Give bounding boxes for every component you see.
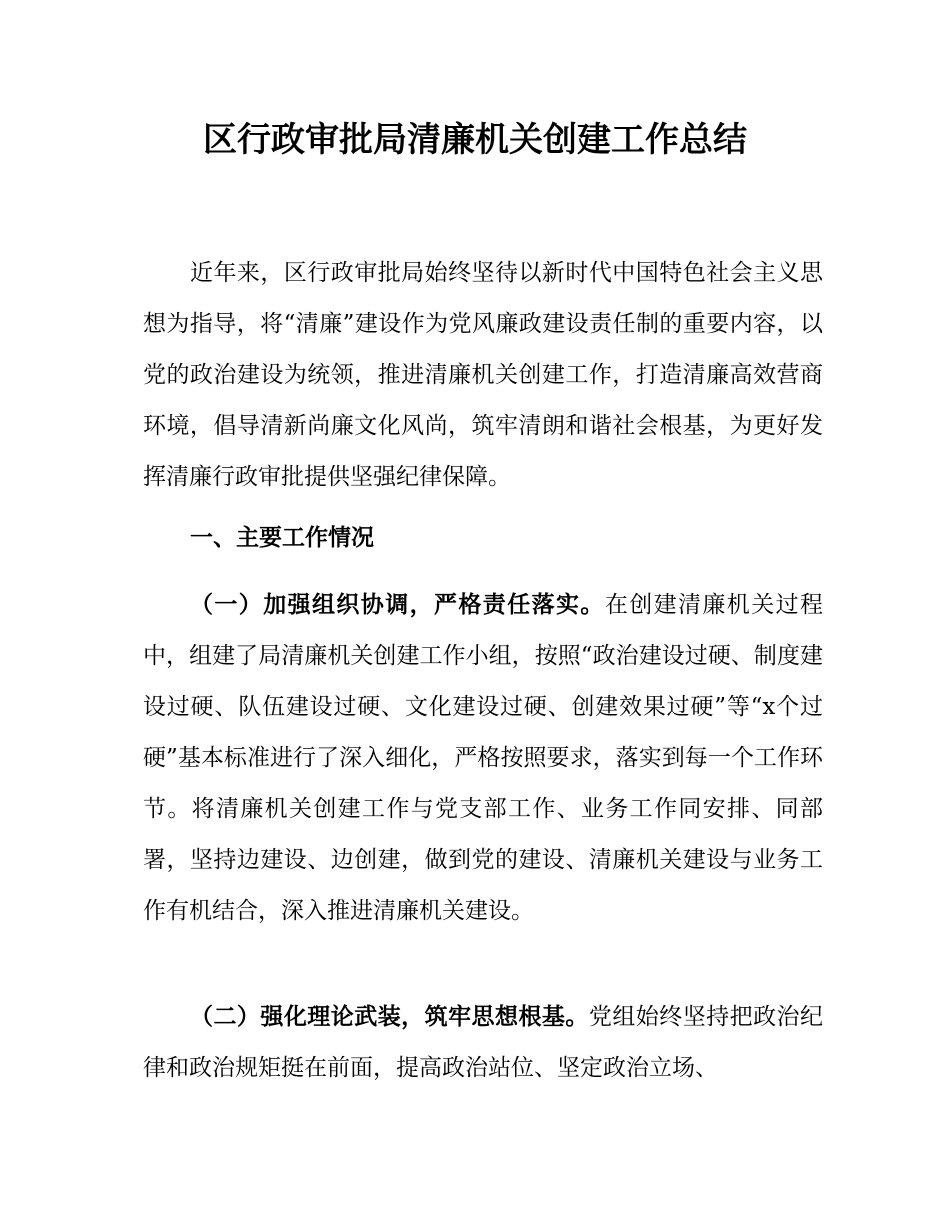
item2-paragraph: [143, 992, 823, 1094]
item2-lead: （二）强化理论武装，筑牢思想根基。: [190, 1004, 589, 1030]
item1-lead: （一）加强组织协调，严格责任落实。: [190, 592, 605, 618]
document-title: 区行政审批局清廉机关创建工作总结: [203, 120, 747, 160]
item1-body: 在创建清廉机关过程中，组建了局清廉机关创建工作小组，按照“政治建设过硬、制度建设过硬、队伍建设过硬、文化建设过硬、创建效果过硬”等“x个过硬”基本标准进行了深入细化，严格按照要求，落实到每一个工作环节。将清廉机关创建工作与党支部工作、业务工作同安排、同部署，坚持边建设、边创建，做到党的建设、清廉机关建设与业务工作有机结合，深入推进清廉机关建设。: [143, 592, 824, 924]
item1-paragraph: [143, 580, 823, 937]
section-heading: 一、主要工作情况: [190, 525, 374, 551]
intro-paragraph: 近年来，区行政审批局始终坚待以新时代中国特色社会主义思想为指导，将“清廉”建设作为党风廉政建设责任制的重要内容，以党的政治建设为统领，推进清廉机关创建工作，打造清廉高效营商环境，倡导清新尚廉文化风尚，筑牢清朗和谐社会根基，为更好发挥清廉行政审批提供坚强纪律保障。: [143, 260, 823, 490]
item2-body: 党组始终坚持把政治纪律和政治规矩挺在前面，提高政治站位、坚定政治立场、: [143, 1004, 824, 1081]
